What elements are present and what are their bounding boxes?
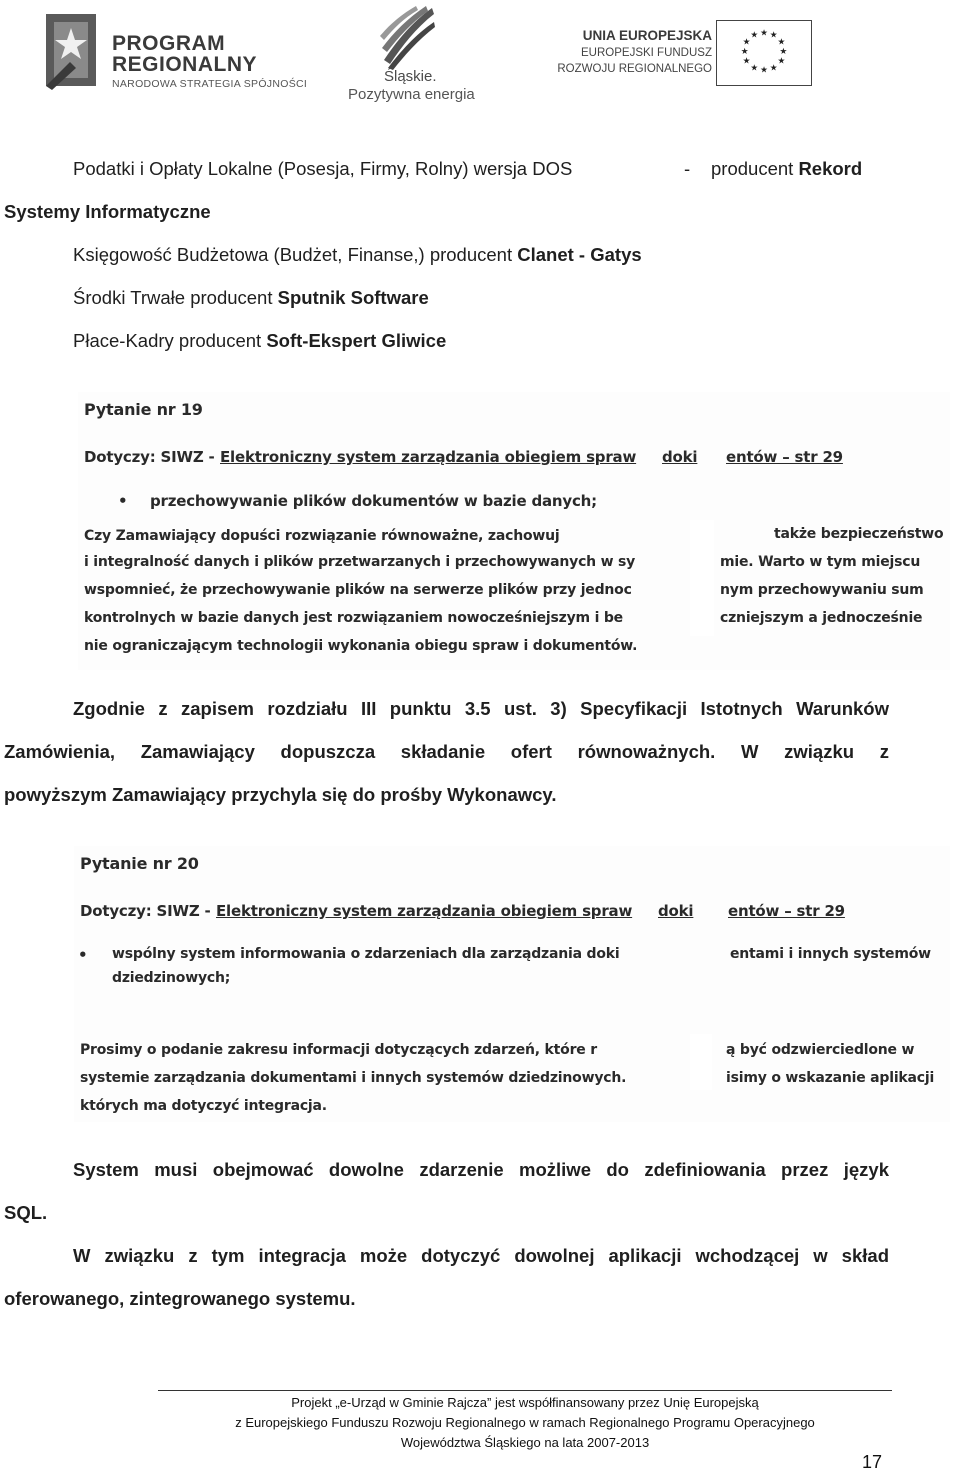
answer20-line3: W związku z tym integracja może dotyczyć dowolnej aplikacji wchodzącej w skład <box>73 1245 889 1266</box>
q19-right-line-1: także bezpieczeństwo <box>774 526 944 542</box>
slaskie-logo-line1: Śląskie. <box>384 68 437 85</box>
answer20-line4: oferowanego, zintegrowanego systemu. <box>4 1288 356 1309</box>
svg-text:★: ★ <box>760 28 768 39</box>
answer20-line1: System musi obejmować dowolne zdarzenie możliwe do zdefiniowania przez język <box>73 1159 889 1180</box>
page-header <box>0 0 960 112</box>
software-item-3-vendor: Sputnik Software <box>277 287 429 308</box>
q19-bullet-icon: • <box>118 492 128 510</box>
software-item-1-producent-label: producent <box>711 158 794 179</box>
q19-left-line-4: kontrolnych w bazie danych jest rozwiązaniem nowocześniejszym i be <box>84 610 623 626</box>
scanned-question-19 <box>78 392 950 670</box>
q19-right-line-2: mie. Warto w tym miejscu <box>720 554 921 570</box>
q19-left-line-3: wspomnieć, że przechowywanie plików na serwerze plików przy jednoc <box>84 582 632 598</box>
software-item-1-vendor-a: Rekord <box>798 158 863 179</box>
svg-text:★: ★ <box>742 56 751 67</box>
q20-scan-gap <box>690 1034 712 1090</box>
slaskie-logo <box>348 2 488 110</box>
svg-text:★: ★ <box>777 56 786 67</box>
software-item-2-vendor: Clanet - Gatys <box>517 244 642 265</box>
q19-right-line-3: nym przechowywaniu sum <box>720 582 924 598</box>
q20-bullet-icon: • <box>78 946 88 964</box>
software-item-4 <box>73 332 446 351</box>
page-number: 17 <box>862 1452 883 1472</box>
program-logo-line2: REGIONALNY <box>112 53 258 76</box>
software-item-1-name: Podatki i Opłaty Lokalne (Posesja, Firmy, Rolny) wersja DOS <box>73 158 573 179</box>
q19-title: Pytanie nr 19 <box>84 400 203 419</box>
q19-subject-prefix: Dotyczy: SIWZ - <box>84 448 215 466</box>
svg-text:★: ★ <box>740 46 749 57</box>
slaskie-logo-line2: Pozytywna energia <box>348 86 475 103</box>
svg-text:★: ★ <box>750 63 759 74</box>
svg-text:★: ★ <box>769 63 778 74</box>
q20-subject-c: entów – str 29 <box>728 902 845 920</box>
q20-subject-a: Elektroniczny system zarządzania obiegiem spraw <box>216 902 633 920</box>
q19-left-line-2: i integralność danych i plików przetwarzanych i przechowywanych w sy <box>84 554 636 570</box>
q19-subject-c: entów – str 29 <box>726 448 843 466</box>
q19-scan-gap <box>690 520 714 636</box>
software-item-1-producent <box>711 160 862 179</box>
scanned-question-20 <box>74 846 950 1122</box>
software-item-4-vendor: Soft-Ekspert Gliwice <box>266 330 447 351</box>
software-item-1-sep: - <box>684 158 691 179</box>
q20-bullet-left: wspólny system informowania o zdarzeniach dla zarządzania doki <box>112 946 620 962</box>
q20-left-line-3: których ma dotyczyć integracja. <box>80 1098 327 1114</box>
svg-text:★: ★ <box>769 30 778 41</box>
q20-subject-b: doki <box>658 902 694 920</box>
q19-right-line-4: czniejszym a jednocześnie <box>720 610 923 626</box>
answer19-line1: Zgodnie z zapisem rozdziału III punktu 3.5 ust. 3) Specyfikacji Istotnych Warunków <box>73 698 889 719</box>
q20-right-line-2: isimy o wskazanie aplikacji <box>726 1070 935 1086</box>
software-item-2-name: Księgowość Budżetowa (Budżet, Finanse,) producent <box>73 244 513 265</box>
q19-bullet: przechowywanie plików dokumentów w bazie danych; <box>150 492 597 510</box>
q20-left-line-1: Prosimy o podanie zakresu informacji dotyczących zdarzeń, które r <box>80 1042 597 1058</box>
software-item-3-name: Środki Trwałe producent <box>73 287 273 308</box>
slaskie-swoosh-icon <box>376 2 436 70</box>
software-item-4-name: Płace-Kadry producent <box>73 330 262 351</box>
eu-logo-line1: UNIA EUROPEJSKA <box>582 28 712 43</box>
software-item-2 <box>73 246 642 265</box>
program-regionalny-logo <box>40 10 310 92</box>
footer-line1: Projekt „e-Urząd w Gminie Rajcza” jest współfinansowany przez Unię Europejską <box>291 1395 759 1410</box>
eu-logo-line2: EUROPEJSKI FUNDUSZ <box>581 47 712 59</box>
q20-title: Pytanie nr 20 <box>80 854 199 873</box>
answer19-line2: Zamówienia, Zamawiający dopuszcza składanie ofert równoważnych. W związku z <box>4 741 889 762</box>
q19-subject-b: doki <box>662 448 698 466</box>
svg-text:★: ★ <box>742 37 751 48</box>
eu-logo-line3: ROZWOJU REGIONALNEGO <box>557 63 712 75</box>
footer-line3: Województwa Śląskiego na lata 2007-2013 <box>400 1435 650 1450</box>
eu-flag-icon <box>716 20 812 86</box>
answer20-line2: SQL. <box>4 1202 48 1223</box>
q19-left-line-1: Czy Zamawiający dopuści rozwiązanie równoważne, zachowuj <box>84 528 560 544</box>
footer-divider <box>158 1390 892 1391</box>
q20-bullet-cont: dziedzinowych; <box>112 970 231 986</box>
software-item-1-vendor-b: Systemy Informatyczne <box>4 201 211 222</box>
q19-left-line-5: nie ograniczającym technologii wykonania obiegu spraw i dokumentów. <box>84 638 638 654</box>
answer19-line3: powyższym Zamawiający przychyla się do prośby Wykonawcy. <box>4 784 557 805</box>
q20-bullet-right: entami i innych systemów <box>730 946 931 962</box>
q20-right-line-1: ą być odzwierciedlone w <box>726 1042 915 1058</box>
q19-subject-a: Elektroniczny system zarządzania obiegiem spraw <box>220 448 637 466</box>
svg-text:★: ★ <box>760 65 768 76</box>
q20-left-line-2: systemie zarządzania dokumentami i innych systemów dziedzinowych. <box>80 1070 627 1086</box>
software-item-3 <box>73 289 429 308</box>
svg-text:★: ★ <box>750 30 759 41</box>
q20-subject-prefix: Dotyczy: SIWZ - <box>80 902 211 920</box>
eu-fund-logo <box>552 18 892 96</box>
svg-text:★: ★ <box>777 37 786 48</box>
footer-line2: z Europejskiego Funduszu Rozwoju Regionalnego w ramach Regionalnego Programu Operacyjnego <box>235 1415 815 1430</box>
svg-text:★: ★ <box>779 46 788 57</box>
program-logo-line1: PROGRAM <box>112 32 226 55</box>
program-star-mark-icon <box>40 10 102 90</box>
program-logo-line3: NARODOWA STRATEGIA SPÓJNOŚCI <box>112 78 308 90</box>
